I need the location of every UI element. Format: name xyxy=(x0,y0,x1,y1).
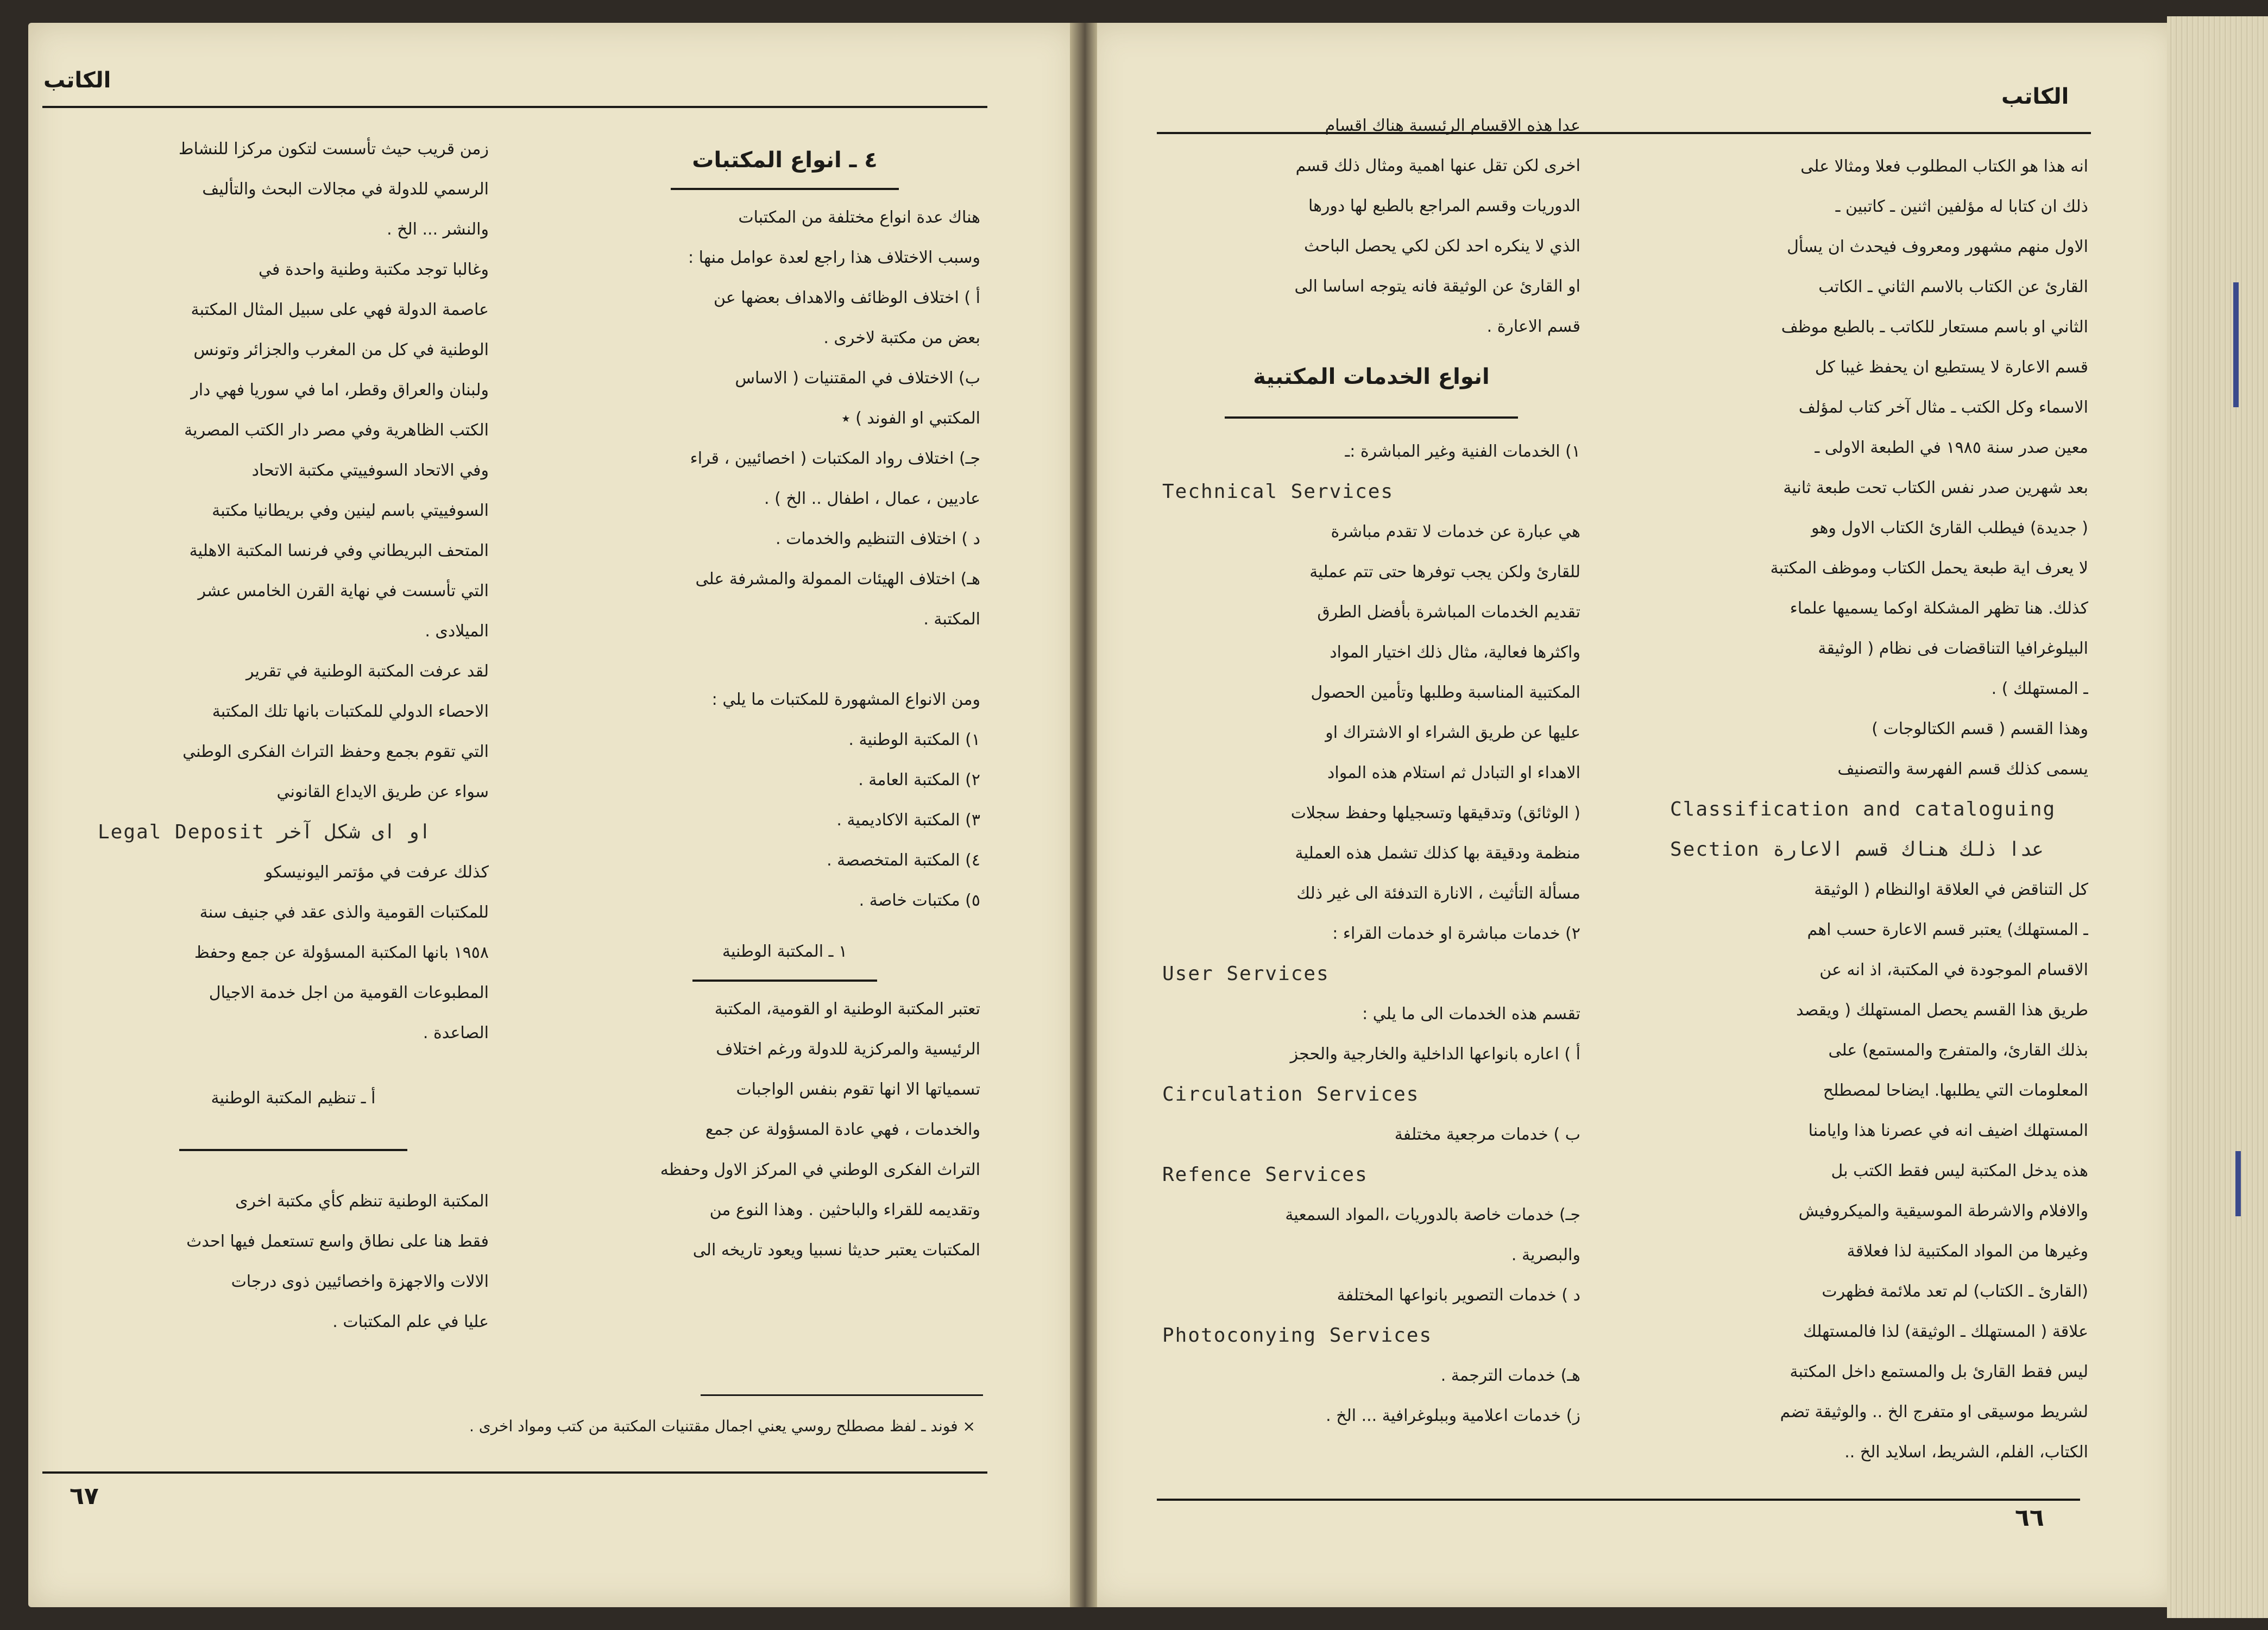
text-line: المكتبة . xyxy=(923,610,980,629)
text-line: وسبب الاختلاف هذا راجع لعدة عوامل منها : xyxy=(688,248,980,267)
subsection-heading: ١ ـ المكتبة الوطنية xyxy=(722,942,848,961)
subheading-rule xyxy=(179,1149,407,1151)
text-line: المكتبي او الفوند ) ٭ xyxy=(841,409,980,428)
text-line: الرئيسية والمركزية للدولة ورغم اختلاف xyxy=(716,1040,980,1059)
text-line: الاهداء او التبادل ثم استلام هذه المواد xyxy=(1327,763,1580,782)
text-line: تقديم الخدمات المباشرة بأفضل الطرق xyxy=(1317,603,1580,622)
text-line: المكتبة الوطنية تنظم كأي مكتبة اخرى xyxy=(235,1192,489,1211)
page-number-right: ٦٦ xyxy=(2015,1504,2044,1532)
text-line: اخرى لكن تقل عنها اهمية ومثال ذلك قسم xyxy=(1295,156,1580,175)
text-line: Classification and cataloguing xyxy=(1670,798,2056,820)
blue-edge-mark xyxy=(2233,282,2239,407)
text-line: كذلك. هنا تظهر المشكلة اوكما يسميها علماء xyxy=(1790,599,2088,618)
text-line: Legal Deposit او اى شكل آخر xyxy=(98,821,431,843)
text-line: والبصرية . xyxy=(1511,1246,1580,1265)
heading-rule xyxy=(671,188,899,190)
text-line: ٤) المكتبة المتخصصة . xyxy=(827,851,980,870)
text-line: لا يعرف اية طبعة يحمل الكتاب وموظف المكتبة xyxy=(1770,559,2088,578)
text-line: وهذا القسم ( قسم الكتالوجات ) xyxy=(1872,719,2088,738)
text-line: د ) اختلاف التنظيم والخدمات . xyxy=(776,529,980,548)
text-line: ز) خدمات اعلامية وببلوغرافية ... الخ . xyxy=(1326,1406,1580,1425)
text-line: علاقة ( المستهلك ـ الوثيقة) لذا فالمستهلك xyxy=(1803,1322,2088,1341)
text-line: معين صدر سنة ١٩٨٥ في الطبعة الاولى ـ xyxy=(1815,438,2088,457)
text-line: البيلوغرافيا التناقضات فى نظام ( الوثيقة xyxy=(1818,639,2088,658)
text-line: وفي الاتحاد السوفييتي مكتبة الاتحاد xyxy=(251,461,489,480)
footer-rule-left xyxy=(42,1471,987,1474)
text-line: الذي لا ينكره احد لكن لكي يحصل الباحث xyxy=(1304,237,1580,256)
text-line: Photoconying Services xyxy=(1162,1324,1433,1347)
text-line: يسمى كذلك قسم الفهرسة والتصنيف xyxy=(1837,760,2088,779)
header-rule-left xyxy=(42,106,987,108)
text-line: وغالبا توجد مكتبة وطنية واحدة في xyxy=(258,260,489,279)
text-line: ٥) مكتبات خاصة . xyxy=(859,891,980,910)
text-line: لشريط موسيقى او متفرج الخ .. والوثيقة تضم xyxy=(1780,1402,2088,1421)
text-line: قسم الاعارة لا يستطيع ان يحفظ غيبا كل xyxy=(1815,358,2088,377)
text-line: ومن الانواع المشهورة للمكتبات ما يلي : xyxy=(711,690,980,709)
left-page-right-column xyxy=(589,140,980,1271)
text-line: ب ) خدمات مرجعية مختلفة xyxy=(1394,1125,1580,1144)
text-line: د ) خدمات التصوير بانواعها المختلفة xyxy=(1337,1286,1580,1305)
right-page-left-column xyxy=(1162,106,1580,1436)
running-head-left: الكاتب xyxy=(43,68,111,93)
text-line: ١) المكتبة الوطنية . xyxy=(848,730,980,749)
text-line: الكتب الظاهرية وفي مصر دار الكتب المصرية xyxy=(184,421,489,440)
text-line: المعلومات التي يطلبها. ايضاحا لمصطلح xyxy=(1823,1081,2088,1100)
text-line: أ ) اعاره بانواعها الداخلية والخارجية والحجز xyxy=(1290,1045,1580,1064)
text-line: كل التناقض في العلاقة اوالنظام ( الوثيقة xyxy=(1814,880,2088,899)
text-line: ( جديدة) فيطلب القارئ الكتاب الاول وهو xyxy=(1811,519,2088,538)
text-line: المتحف البريطاني وفي فرنسا المكتبة الاهلية xyxy=(189,541,489,560)
text-line: المكتبات يعتبر حديثا نسبيا ويعود تاريخه الى xyxy=(692,1241,980,1260)
text-line: عليها عن طريق الشراء او الاشتراك او xyxy=(1325,723,1580,742)
text-line: مسألة التأثيث ، الانارة التدفئة الى غير ذلك xyxy=(1296,884,1580,903)
section-heading: انواع الخدمات المكتبية xyxy=(1253,364,1490,389)
blue-edge-mark xyxy=(2235,1151,2241,1216)
text-line: سواء عن طريق الايداع القانوني xyxy=(276,782,489,801)
subsection-heading: أ ـ تنظيم المكتبة الوطنية xyxy=(211,1089,376,1108)
text-line: ـ المستهلك ) . xyxy=(1991,679,2088,698)
text-line: كذلك عرفت في مؤتمر اليونيسكو xyxy=(264,863,489,882)
text-line: تعتبر المكتبة الوطنية او القومية، المكتبة xyxy=(714,1000,980,1019)
text-line: قسم الاعارة . xyxy=(1486,317,1580,336)
text-line: واكثرها فعالية، مثال ذلك اختيار المواد xyxy=(1330,643,1580,662)
right-page-right-column xyxy=(1670,147,2088,1473)
text-line: ١٩٥٨ بانها المكتبة المسؤولة عن جمع وحفظ xyxy=(194,943,489,962)
running-head-right: الكاتب xyxy=(2001,84,2069,109)
text-block xyxy=(589,989,980,1271)
subheading-rule xyxy=(692,980,877,982)
text-line: الثاني او باسم مستعار للكاتب ـ بالطبع موظف xyxy=(1781,318,2088,337)
text-line: Refence Services xyxy=(1162,1164,1368,1186)
text-line: بعض من مكتبة لاخرى . xyxy=(823,328,980,348)
text-line: التي تقوم بجمع وحفظ التراث الفكرى الوطني xyxy=(182,742,489,761)
text-line: ب) الاختلاف في المقتنيات ( الاساس xyxy=(735,369,980,388)
heading-rule xyxy=(1225,416,1518,419)
text-line: التي تأسست في نهاية القرن الخامس عشر xyxy=(198,582,489,601)
text-line: فقط هنا على نطاق واسع تستعمل فيها احدث xyxy=(186,1232,489,1251)
text-line: هذه يدخل المكتبة ليس فقط الكتب بل xyxy=(1831,1161,2088,1180)
text-block xyxy=(98,1182,489,1342)
text-line: انه هذا هو الكتاب المطلوب فعلا ومثالا على xyxy=(1800,157,2088,176)
text-line: التراث الفكرى الوطني في المركز الاول وحفظه xyxy=(660,1160,980,1179)
text-line: الرسمي للدولة في مجالات البحث والتأليف xyxy=(202,180,489,199)
page-edge-stack xyxy=(2167,16,2268,1618)
text-line: هـ) خدمات الترجمة . xyxy=(1440,1366,1580,1385)
text-line: المستهلك اضيف انه في عصرنا هذا وايامنا xyxy=(1808,1121,2088,1140)
text-line: للقارئ ولكن يجب توفرها حتى تتم عملية xyxy=(1309,563,1580,582)
text-line: عاديين ، عمال ، اطفال .. الخ ) . xyxy=(764,489,980,508)
text-line: ـ المستهلك) يعتبر قسم الاعارة حسب اهم xyxy=(1807,920,2088,939)
text-line: ليس فقط القارئ بل والمستمع داخل المكتبة xyxy=(1790,1362,2088,1381)
text-line: عاصمة الدولة فهي على سبيل المثال المكتبة xyxy=(191,300,489,319)
text-line: وغيرها من المواد المكتبية لذا فعلاقة xyxy=(1847,1242,2088,1261)
text-line: ٣) المكتبة الاكاديمية . xyxy=(836,811,980,830)
text-line: الدوريات وقسم المراجع بالطبع لها دورها xyxy=(1308,197,1580,216)
text-line: الميلادى . xyxy=(425,622,489,641)
text-line: هـ) اختلاف الهيئات الممولة والمشرفة على xyxy=(695,570,980,589)
book-gutter xyxy=(1070,23,1097,1607)
text-line: ١) الخدمات الفنية وغير المباشرة :ـ xyxy=(1345,442,1580,461)
text-line: القارئ عن الكتاب بالاسم الثاني ـ الكاتب xyxy=(1818,277,2088,296)
text-line: Technical Services xyxy=(1162,481,1394,503)
text-line: ولبنان والعراق وقطر، اما في سوريا فهي دار xyxy=(191,381,489,400)
text-line: بعد شهرين صدر نفس الكتاب تحت طبعة ثانية xyxy=(1783,478,2088,497)
text-line: تسمياتها الا انها تقوم بنفس الواجبات xyxy=(736,1080,980,1099)
text-line: السوفييتي باسم لينين وفي بريطانيا مكتبة xyxy=(212,501,489,520)
text-line: للمكتبات القومية والذى عقد في جنيف سنة xyxy=(199,903,489,922)
text-line: ٢) خدمات مباشرة او خدمات القراء : xyxy=(1332,924,1580,943)
text-line: الالات والاجهزة واخصائيين ذوى درجات xyxy=(231,1272,489,1291)
text-line: ( الوثائق) وتدقيقها وتسجيلها وحفظ سجلات xyxy=(1290,804,1580,823)
text-line: أ ) اختلاف الوظائف والاهداف بعضها عن xyxy=(713,288,980,307)
text-line: لقد عرفت المكتبة الوطنية في تقرير xyxy=(246,662,489,681)
text-line: بذلك القارئ، والمتفرج والمستمع) على xyxy=(1828,1041,2088,1060)
text-line: طريق هذا القسم يحصل المستهلك ( ويقصد xyxy=(1796,1001,2088,1020)
text-line: الاسماء وكل الكتب ـ مثال آخر كتاب لمؤلف xyxy=(1798,398,2088,417)
text-line: Circulation Services xyxy=(1162,1083,1420,1105)
text-line: الاول منهم مشهور ومعروف فيحدث ان يسأل xyxy=(1787,237,2088,256)
text-line: المكتبية المناسبة وطلبها وتأمين الحصول xyxy=(1311,683,1580,702)
left-page-left-column xyxy=(98,129,489,1342)
text-line: او القارئ عن الوثيقة فانه يتوجه اساسا الى xyxy=(1294,277,1580,296)
text-line: الوطنية في كل من المغرب والجزائر وتونس xyxy=(193,340,489,359)
footnote-rule xyxy=(701,1394,983,1396)
text-line: والافلام والاشرطة الموسيقية والميكروفيش xyxy=(1798,1202,2088,1221)
text-line: الاحصاء الدولي للمكتبات بانها تلك المكتبة xyxy=(212,702,489,721)
text-block xyxy=(98,129,489,1053)
text-line: زمن قريب حيث تأسست لتكون مركزا للنشاط xyxy=(178,140,489,159)
text-line: والخدمات ، فهي عادة المسؤولة عن جمع xyxy=(705,1120,980,1139)
text-line xyxy=(589,640,980,680)
text-line: الكتاب، الفلم، الشريط، اسلايد الخ .. xyxy=(1844,1443,2088,1462)
footnote: × فوند ـ لفظ مصطلح روسي يعني اجمال مقتنيات المكتبة من كتب ومواد اخرى . xyxy=(469,1417,975,1435)
text-block xyxy=(1162,432,1580,1436)
text-line: هي عبارة عن خدمات لا تقدم مباشرة xyxy=(1331,522,1580,541)
text-line: ذلك ان كتابا له مؤلفين اثنين ـ كاتبين ـ xyxy=(1835,197,2088,216)
text-line: (القارئ ـ الكتاب) لم تعد ملائمة فظهرت xyxy=(1822,1282,2088,1301)
text-line: منظمة ودقيقة بها كذلك تشمل هذه العملية xyxy=(1295,844,1580,863)
text-line: عدا هذه الاقسام الرئيسية هناك اقسام xyxy=(1325,116,1580,135)
text-line: هناك عدة انواع مختلفة من المكتبات xyxy=(738,208,980,227)
text-line: Section عدا ذلك هناك قسم الاعارة xyxy=(1670,838,2044,861)
footer-rule-right xyxy=(1157,1499,2080,1501)
text-block xyxy=(1670,147,2088,1473)
text-line: User Services xyxy=(1162,963,1330,985)
text-line: الاقسام الموجودة في المكتبة، اذ انه عن xyxy=(1819,961,2088,980)
text-line: عليا في علم المكتبات . xyxy=(332,1312,489,1331)
text-line: وتقديمه للقراء والباحثين . وهذا النوع من xyxy=(709,1201,980,1220)
section-heading: ٤ ـ انواع المكتبات xyxy=(692,148,878,173)
text-line: جـ) اختلاف رواد المكتبات ( اخصائيين ، قراء xyxy=(690,449,980,468)
text-line: ٢) المكتبة العامة . xyxy=(858,770,980,789)
text-block xyxy=(1162,106,1580,347)
page-number-left: ٦٧ xyxy=(70,1482,99,1510)
text-line: والنشر ... الخ . xyxy=(387,220,489,239)
text-line: المطبوعات القومية من اجل خدمة الاجيال xyxy=(209,983,489,1002)
text-line: الصاعدة . xyxy=(423,1024,489,1043)
text-line: جـ) خدمات خاصة بالدوريات ،المواد السمعية xyxy=(1285,1205,1580,1224)
text-block xyxy=(589,198,980,921)
text-line: تقسم هذه الخدمات الى ما يلي : xyxy=(1362,1004,1580,1024)
